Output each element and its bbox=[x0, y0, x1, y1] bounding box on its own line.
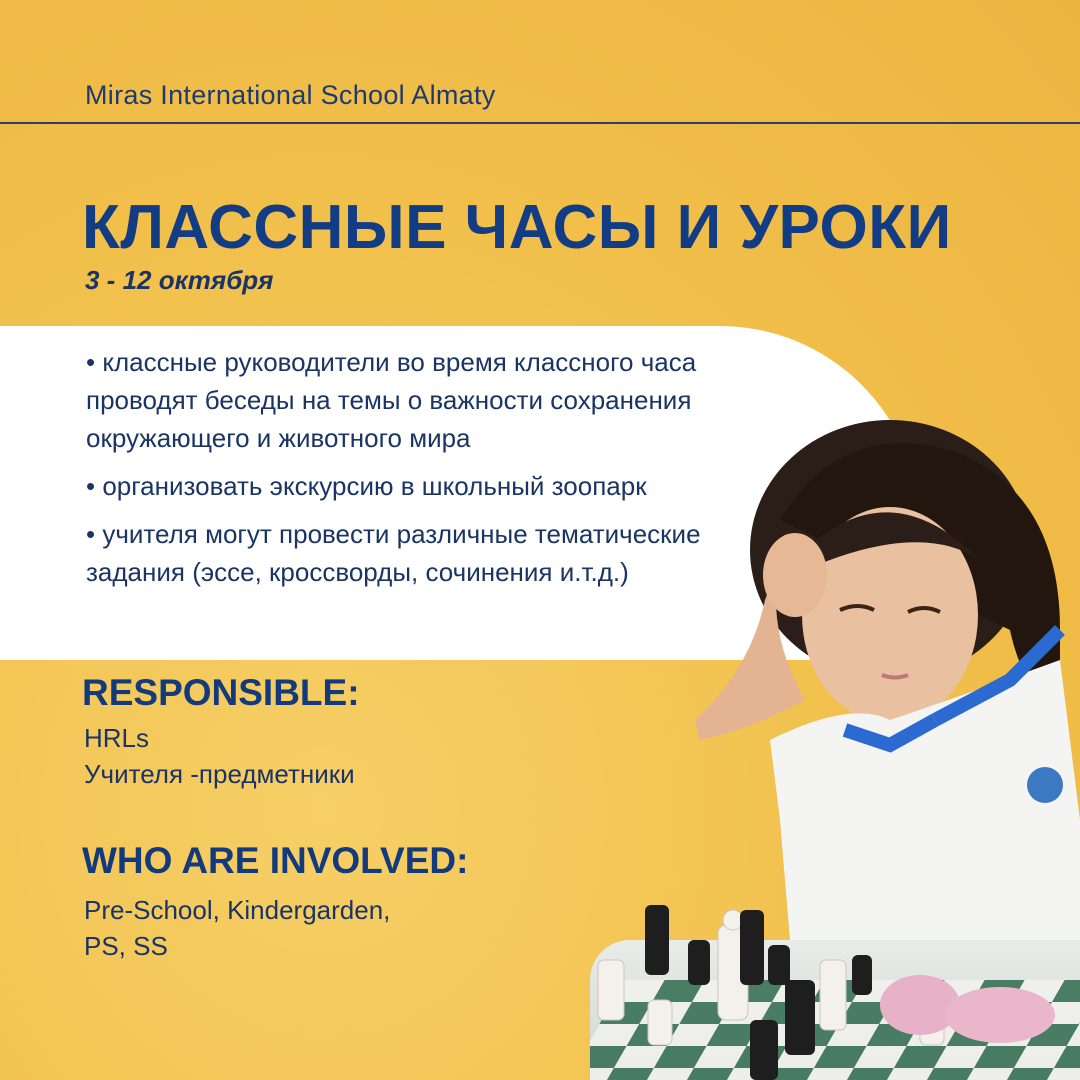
header-divider bbox=[0, 122, 1080, 124]
responsible-item: Учителя -предметники bbox=[84, 759, 355, 789]
event-dates: 3 - 12 октября bbox=[85, 265, 274, 295]
activity-item: • классные руководители во время классного часа проводят беседы на темы о важности сохранения окружающего и животного мира bbox=[86, 347, 697, 453]
event-title: КЛАССНЫЕ ЧАСЫ И УРОКИ bbox=[82, 193, 952, 262]
activity-item: • организовать экскурсию в школьный зоопарк bbox=[86, 471, 647, 501]
involved-item: Pre-School, Kindergarden, bbox=[84, 895, 391, 925]
school-name: Miras International School Almaty bbox=[85, 80, 496, 110]
responsible-heading: RESPONSIBLE: bbox=[82, 672, 360, 713]
chess-pieces bbox=[590, 885, 1080, 1080]
activity-item: • учителя могут провести различные тематические задания (эссе, кроссворды, сочинения и.т.д.) bbox=[86, 519, 701, 587]
involved-heading: WHO ARE INVOLVED: bbox=[82, 840, 469, 881]
responsible-list bbox=[84, 720, 355, 792]
involved-item: PS, SS bbox=[84, 931, 168, 961]
involved-list bbox=[84, 892, 390, 964]
responsible-item: HRLs bbox=[84, 723, 150, 753]
